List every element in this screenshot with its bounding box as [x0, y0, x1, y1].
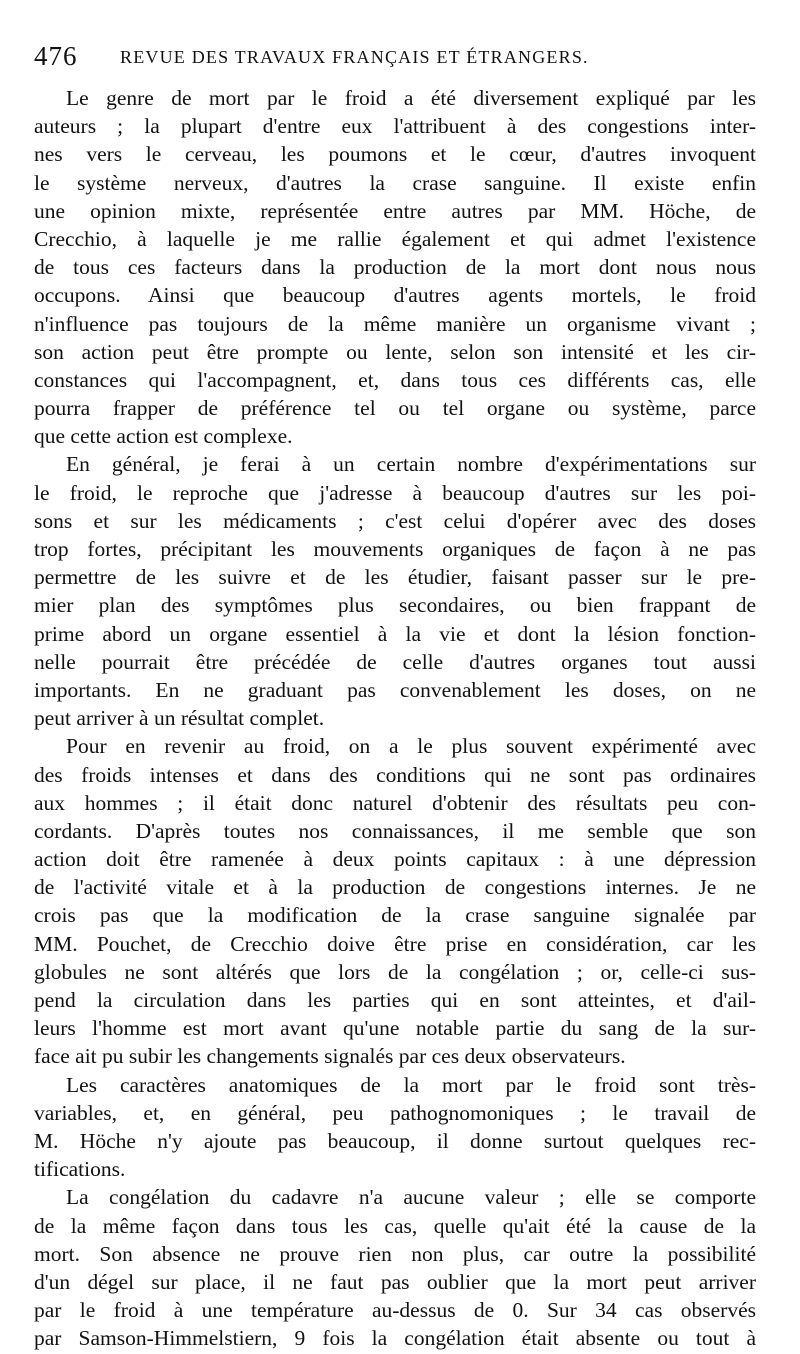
text-line: le froid, le reproche que j'adresse à beaucoup d'autres sur les poi- — [34, 480, 756, 505]
text-line: une opinion mixte, représentée entre autres par MM. Höche, de — [34, 198, 756, 223]
text-line: Le genre de mort par le froid a été diversement expliqué par les — [66, 86, 756, 110]
paragraph — [34, 1071, 756, 1184]
text-line: MM. Pouchet, de Crecchio doive être prise en considération, car les — [34, 931, 756, 956]
text-line: le système nerveux, d'autres la crase sanguine. Il existe enfin — [34, 170, 756, 195]
text-line: variables, et, en général, peu pathognomoniques ; le travail de — [34, 1100, 756, 1125]
text-line: peut arriver à un résultat complet. — [34, 706, 325, 731]
text-line: par Samson-Himmelstiern, 9 fois la congélation était absente ou tout à — [34, 1326, 756, 1351]
text-line: pourra frapper de préférence tel ou tel organe ou système, parce — [34, 396, 756, 421]
text-line: que cette action est complexe. — [34, 424, 293, 449]
text-line: son action peut être prompte ou lente, selon son intensité et les cir- — [34, 339, 756, 364]
text-line: face ait pu subir les changements signalés par ces deux observateurs. — [34, 1044, 626, 1069]
text-line: Pour en revenir au froid, on a le plus souvent expérimenté avec — [66, 734, 756, 759]
text-line: importants. En ne graduant pas convenablement les doses, on ne — [34, 677, 756, 702]
text-line: de l'activité vitale et à la production de congestions internes. Je ne — [34, 875, 756, 900]
text-line: d'un dégel sur place, il ne faut pas oublier que la mort peut arriver — [34, 1269, 756, 1294]
text-line: par le froid à une température au-dessus de 0. Sur 34 cas observés — [34, 1298, 756, 1323]
text-line: constances qui l'accompagnent, et, dans tous ces différents cas, elle — [34, 367, 756, 392]
text-line: n'influence pas toujours de la même manière un organisme vivant ; — [34, 311, 756, 336]
paragraph — [34, 84, 756, 450]
text-line: prime abord un organe essentiel à la vie et dont la lésion fonction- — [34, 621, 756, 646]
text-line: En général, je ferai à un certain nombre d'expérimentations sur — [66, 452, 756, 477]
text-line: de tous ces facteurs dans la production de la mort dont nous nous — [34, 255, 756, 280]
running-title: REVUE DES TRAVAUX FRANÇAIS ET ÉTRANGERS. — [120, 47, 589, 67]
page-number: 476 — [34, 41, 78, 71]
text-line: occupons. Ainsi que beaucoup d'autres agents mortels, le froid — [34, 283, 756, 308]
text-line: crois pas que la modification de la crase sanguine signalée par — [34, 903, 756, 928]
text-line: auteurs ; la plupart d'entre eux l'attribuent à des congestions inter- — [34, 114, 756, 139]
text-line: des froids intenses et dans des conditions qui ne sont pas ordinaires — [34, 762, 756, 787]
body-text — [34, 84, 756, 1352]
text-line: Les caractères anatomiques de la mort par le froid sont très- — [66, 1072, 756, 1097]
text-line: pend la circulation dans les parties qui en sont atteintes, et d'ail- — [34, 988, 756, 1012]
text-line: mort. Son absence ne prouve rien non plus, car outre la possibilité — [34, 1241, 756, 1266]
text-line: trop fortes, précipitant les mouvements organiques de façon à ne pas — [34, 537, 756, 561]
paragraph — [34, 1183, 756, 1352]
text-line: nelle pourrait être précédée de celle d'autres organes tout aussi — [34, 649, 756, 674]
text-line: permettre de les suivre et de les étudier, faisant passer sur le pre- — [34, 565, 756, 590]
paragraph — [34, 450, 756, 732]
text-line: sons et sur les médicaments ; c'est celui d'opérer avec des doses — [34, 508, 756, 533]
page-header — [34, 38, 774, 74]
text-line: globules ne sont altérés que lors de la congélation ; or, celle-ci sus- — [34, 959, 756, 984]
text-line: mier plan des symptômes plus secondaires, ou bien frappant de — [34, 593, 756, 618]
text-line: La congélation du cadavre n'a aucune valeur ; elle se comporte — [66, 1185, 756, 1210]
text-line: aux hommes ; il était donc naturel d'obtenir des résultats peu con- — [34, 790, 756, 815]
paragraph — [34, 732, 756, 1070]
text-line: action doit être ramenée à deux points capitaux : à une dépression — [34, 847, 756, 872]
text-line: nes vers le cerveau, les poumons et le cœur, d'autres invoquent — [34, 142, 756, 167]
text-line: leurs l'homme est mort avant qu'une notable partie du sang de la sur- — [34, 1016, 756, 1041]
text-line: tifications. — [34, 1157, 126, 1182]
text-line: de la même façon dans tous les cas, quelle qu'ait été la cause de la — [34, 1213, 756, 1238]
text-line: M. Höche n'y ajoute pas beaucoup, il donne surtout quelques rec- — [34, 1128, 756, 1153]
text-line: cordants. D'après toutes nos connaissances, il me semble que son — [34, 818, 756, 843]
text-line: Crecchio, à laquelle je me rallie également et qui admet l'existence — [34, 226, 756, 251]
